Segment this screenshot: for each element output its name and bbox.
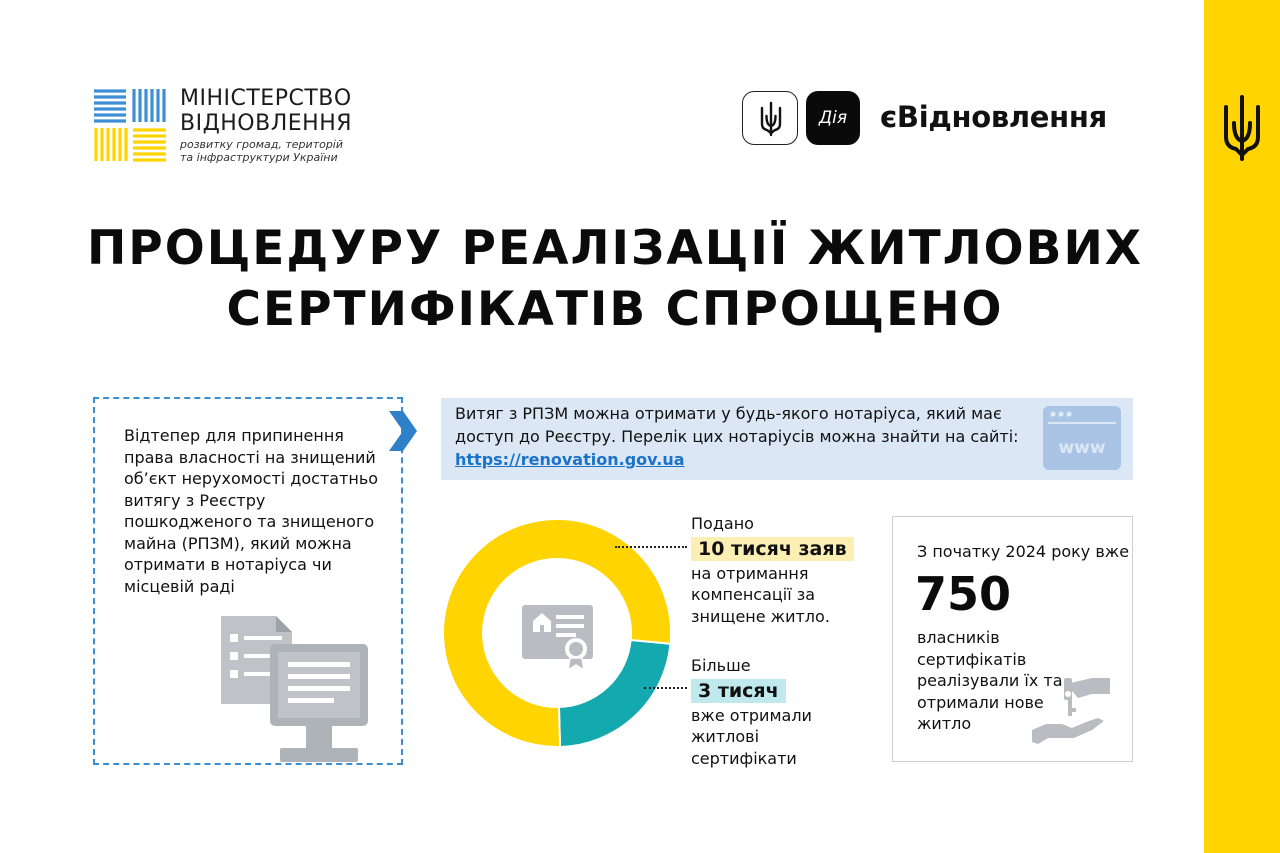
ministry-subtitle [180, 138, 343, 164]
title-line2: СЕРТИФІКАТІВ СПРОЩЕНО [226, 282, 1004, 337]
small-trident-icon [758, 101, 784, 137]
stat-submitted-prefix: Подано [691, 514, 754, 533]
ministry-name [180, 86, 352, 136]
since-2024-number: 750 [915, 567, 1012, 621]
gov-trident-badge [742, 91, 798, 145]
leader-line-received [644, 687, 687, 689]
since-2024-heading: З початку 2024 року вже [917, 542, 1130, 561]
diia-logo: Дія [806, 91, 860, 145]
stat-submitted-suffix: на отримання компенсації за знищене житло. [691, 563, 830, 626]
extract-info-text: Відтепер для припинення права власності на знищений об’єкт нерухомості достатньо витягу з Реєстру пошкодженого та знищеного майна (РПЗМ), який можна отримати в нотаріуса чи місцевій раді [124, 426, 379, 596]
ministry-name-line1: МІНІСТЕРСТВО [180, 86, 352, 111]
stat-received-suffix: вже отримали житлові сертифікати [691, 705, 812, 768]
evidnovlennia-label: єВідновлення [880, 100, 1107, 134]
stat-received-value: 3 тисяч [691, 679, 786, 703]
stat-received-prefix: Більше [691, 656, 751, 675]
key-hand-icon [1028, 668, 1114, 746]
stat-submitted [691, 513, 891, 627]
registry-info-sentence: Витяг з РПЗМ можна отримати у будь-якого нотаріуса, який має доступ до Реєстру. Перелік цих нотаріусів можна знайти на сайті: [455, 404, 1019, 446]
www-label: www [1058, 438, 1106, 458]
since-2024-text: власників сертифікатів реалізували їх та отримали нове житло [917, 628, 1063, 733]
registry-info-text [455, 402, 1045, 471]
title-line1: ПРОЦЕДУРУ РЕАЛІЗАЦІЇ ЖИТЛОВИХ [86, 221, 1144, 276]
ministry-name-line2: ВІДНОВЛЕННЯ [180, 111, 353, 136]
leader-line-submitted [615, 546, 687, 548]
trident-icon [1218, 93, 1266, 163]
www-browser-icon [1042, 405, 1122, 471]
chevron-right-icon [387, 409, 419, 453]
stat-received [691, 655, 881, 769]
ministry-sub-line1: розвитку громад, територій [180, 138, 344, 151]
ministry-logo-icon [93, 88, 167, 162]
documents-computer-icon [218, 612, 370, 764]
page-title [40, 218, 1190, 340]
ministry-sub-line2: та інфраструктури України [180, 151, 338, 164]
stat-submitted-value: 10 тисяч заяв [691, 537, 854, 561]
certificate-icon [522, 605, 593, 670]
applications-donut-chart [442, 518, 672, 748]
renovation-link[interactable]: https://renovation.gov.ua [455, 450, 685, 469]
